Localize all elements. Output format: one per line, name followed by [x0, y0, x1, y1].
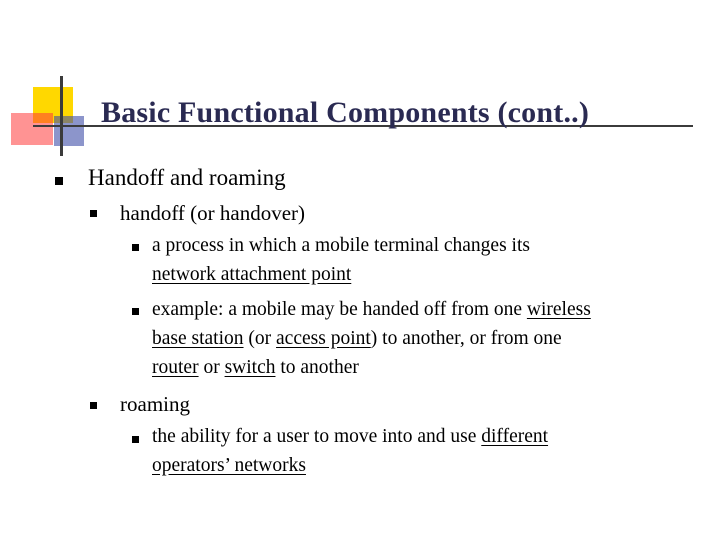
underlined-term: network attachment point	[152, 264, 352, 285]
text-segment: example: a mobile may be handed off from one	[152, 299, 527, 320]
underlined-term: base station	[152, 328, 244, 349]
bullet-example-line2	[152, 328, 562, 350]
underlined-term: router	[152, 357, 199, 378]
bullet-handoff-roaming: Handoff and roaming	[88, 165, 286, 190]
text-segment: the ability for a user to move into and use	[152, 426, 482, 447]
bullet-roaming: roaming	[120, 392, 190, 416]
underlined-term: switch	[224, 357, 276, 378]
underlined-term: operators’ networks	[152, 455, 306, 476]
bullet-square-icon	[132, 308, 139, 315]
bullet-process-line2	[152, 264, 351, 286]
bullet-example-line1	[152, 299, 591, 321]
bullet-square-icon	[90, 210, 97, 217]
bullet-square-icon	[132, 244, 139, 251]
logo-blue-square	[54, 116, 84, 146]
logo-red-square	[11, 113, 53, 145]
text-segment: ) to another, or from one	[370, 328, 562, 349]
text-segment: or	[198, 357, 225, 378]
underlined-term: wireless	[526, 299, 591, 320]
bullet-example-line3	[152, 357, 359, 379]
bullet-square-icon	[132, 436, 139, 443]
underlined-term: access point	[276, 328, 371, 349]
decorative-logo	[0, 0, 90, 170]
bullet-process-line1: a process in which a mobile terminal changes its	[152, 235, 530, 256]
text-segment: to another	[275, 357, 359, 378]
slide-title: Basic Functional Components (cont..)	[101, 96, 590, 129]
logo-vertical-line	[60, 76, 63, 156]
bullet-square-icon	[90, 402, 97, 409]
underlined-term: different	[481, 426, 549, 447]
bullet-ability-line2	[152, 455, 306, 477]
bullet-square-icon	[55, 177, 63, 185]
bullet-ability-line1	[152, 426, 548, 448]
bullet-handoff: handoff (or handover)	[120, 201, 306, 225]
text-segment: (or	[243, 328, 277, 349]
